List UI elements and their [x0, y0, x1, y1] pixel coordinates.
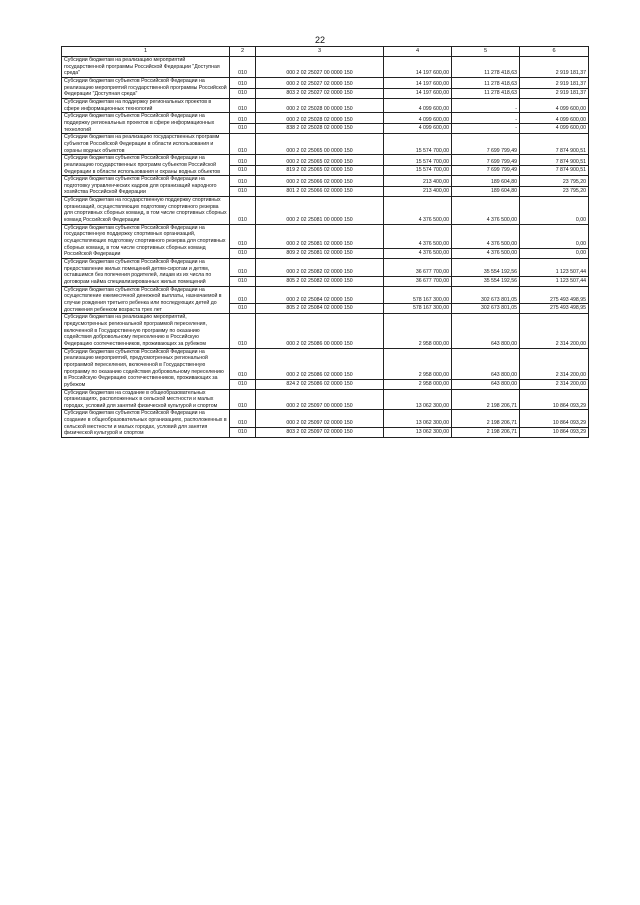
sub-plan-cell: 2 958 000,00	[384, 379, 452, 389]
plan-cell: 15 574 700,00	[384, 134, 452, 155]
sub-executed-cell: 302 673 801,05	[452, 304, 520, 314]
sub-remainder-cell: 4 099 600,00	[520, 124, 589, 134]
plan-cell: 4 099 600,00	[384, 113, 452, 124]
sub-code-cell: 010	[230, 187, 256, 197]
kbk-cell: 000 2 02 25081 00 0000 150	[256, 197, 384, 225]
plan-cell: 2 958 000,00	[384, 314, 452, 348]
income-name-cell: Субсидии бюджетам на поддержку региональных проектов в сфере информационных технологий	[62, 98, 230, 112]
table-header-row	[62, 47, 589, 57]
kbk-cell: 000 2 02 25065 00 0000 150	[256, 134, 384, 155]
income-name-cell: Субсидии бюджетам на создание в общеобразовательных организациях, расположенных в сельской местности и малых городах, условий для занятий физической культурой и спортом	[62, 389, 230, 410]
income-name-cell: Субсидии бюджетам субъектов Российской Федерации на подготовку управленческих кадров для организаций народного хозяйства Российской Федерации	[62, 176, 230, 197]
sub-kbk-cell: 803 2 02 25027 02 0000 150	[256, 88, 384, 98]
executed-cell: 302 673 801,05	[452, 286, 520, 304]
kbk-cell: 000 2 02 25065 02 0000 150	[256, 155, 384, 166]
code-cell: 010	[230, 389, 256, 410]
sub-code-cell: 010	[230, 249, 256, 259]
executed-cell: 7 699 799,49	[452, 134, 520, 155]
executed-cell: 189 604,80	[452, 176, 520, 187]
table-row	[62, 155, 589, 166]
header-col-3: 3	[256, 47, 384, 57]
executed-cell: 4 376 500,00	[452, 224, 520, 248]
table-row	[62, 410, 589, 428]
sub-code-cell: 010	[230, 276, 256, 286]
plan-cell: 14 197 600,00	[384, 57, 452, 78]
sub-plan-cell: 4 099 600,00	[384, 124, 452, 134]
income-name-cell: Субсидии бюджетам субъектов Российской Федерации на государственную поддержку спортивных организаций, осуществляющих подготовку спортивного резерва для спортивных сборных команд, в том числе спортивных сборных команд Российской Федерации	[62, 224, 230, 258]
sub-plan-cell: 14 197 600,00	[384, 88, 452, 98]
kbk-cell: 000 2 02 25027 02 0000 150	[256, 77, 384, 88]
income-name-cell: Субсидии бюджетам на реализацию мероприятий, предусмотренных региональной программой переселения, включенной в Государственную программу по оказанию содействия добровольному переселению в Российскую Федерацию соотечественников, проживающих за рубежом	[62, 314, 230, 348]
header-col-5: 5	[452, 47, 520, 57]
sub-remainder-cell: 23 795,20	[520, 187, 589, 197]
sub-plan-cell: 213 400,00	[384, 187, 452, 197]
remainder-cell: 23 795,20	[520, 176, 589, 187]
remainder-cell: 7 874 900,51	[520, 134, 589, 155]
table-row	[62, 286, 589, 304]
remainder-cell: 0,00	[520, 224, 589, 248]
remainder-cell: 10 864 093,29	[520, 389, 589, 410]
table-row	[62, 57, 589, 78]
sub-remainder-cell: 2 919 181,37	[520, 88, 589, 98]
plan-cell: 213 400,00	[384, 176, 452, 187]
executed-cell: 4 376 500,00	[452, 197, 520, 225]
sub-kbk-cell: 801 2 02 25066 02 0000 150	[256, 187, 384, 197]
kbk-cell: 000 2 02 25028 00 0000 150	[256, 98, 384, 112]
code-cell: 010	[230, 113, 256, 124]
plan-cell: 14 197 600,00	[384, 77, 452, 88]
executed-cell: 7 699 799,49	[452, 155, 520, 166]
kbk-cell: 000 2 02 25084 02 0000 150	[256, 286, 384, 304]
income-name-cell: Субсидии бюджетам на государственную поддержку спортивных организаций, осуществляющих подготовку спортивного резерва для спортивных сборных команд, в том числе спортивных сборных команд Российской Федерации	[62, 197, 230, 225]
executed-cell: 643 800,00	[452, 314, 520, 348]
plan-cell: 2 958 000,00	[384, 348, 452, 379]
sub-kbk-cell: 819 2 02 25065 02 0000 150	[256, 166, 384, 176]
table-row	[62, 197, 589, 225]
remainder-cell: 4 099 600,00	[520, 98, 589, 112]
sub-plan-cell: 36 677 700,00	[384, 276, 452, 286]
header-col-1: 1	[62, 47, 230, 57]
sub-kbk-cell: 803 2 02 25097 02 0000 150	[256, 428, 384, 438]
sub-remainder-cell: 10 864 093,29	[520, 428, 589, 438]
table-row	[62, 389, 589, 410]
plan-cell: 4 376 500,00	[384, 197, 452, 225]
code-cell: 010	[230, 57, 256, 78]
table-row	[62, 176, 589, 187]
sub-executed-cell: 2 198 206,71	[452, 428, 520, 438]
sub-kbk-cell: 838 2 02 25028 02 0000 150	[256, 124, 384, 134]
kbk-cell: 000 2 02 25082 02 0000 150	[256, 259, 384, 277]
table-row	[62, 314, 589, 348]
kbk-cell: 000 2 02 25027 00 0000 150	[256, 57, 384, 78]
remainder-cell: 275 493 498,95	[520, 286, 589, 304]
sub-executed-cell: 11 278 418,63	[452, 88, 520, 98]
executed-cell: 11 278 418,63	[452, 77, 520, 88]
code-cell: 010	[230, 410, 256, 428]
sub-plan-cell: 4 376 500,00	[384, 249, 452, 259]
page-number: 22	[314, 35, 325, 45]
sub-code-cell: 010	[230, 124, 256, 134]
income-name-cell: Субсидии бюджетам на реализацию государственных программ субъектов Российской Федерации в области использования и охраны водных объектов	[62, 134, 230, 155]
executed-cell: -	[452, 113, 520, 124]
sub-code-cell: 010	[230, 379, 256, 389]
plan-cell: 4 376 500,00	[384, 224, 452, 248]
sub-code-cell: 010	[230, 428, 256, 438]
budget-table	[61, 46, 589, 438]
sub-remainder-cell: 275 493 498,95	[520, 304, 589, 314]
executed-cell: -	[452, 98, 520, 112]
sub-plan-cell: 15 574 700,00	[384, 166, 452, 176]
header-col-6: 6	[520, 47, 589, 57]
sub-kbk-cell: 805 2 02 25084 02 0000 150	[256, 304, 384, 314]
sub-remainder-cell: 1 123 507,44	[520, 276, 589, 286]
kbk-cell: 000 2 02 25086 02 0000 150	[256, 348, 384, 379]
remainder-cell: 4 099 600,00	[520, 113, 589, 124]
sub-code-cell: 010	[230, 166, 256, 176]
remainder-cell: 0,00	[520, 197, 589, 225]
remainder-cell: 1 123 507,44	[520, 259, 589, 277]
income-name-cell: Субсидии бюджетам субъектов Российской Федерации на предоставление жилых помещений детям-сиротам и детям, оставшимся без попечения родителей, лицам из их числа по договорам найма специализированных жилых помещений	[62, 259, 230, 287]
executed-cell: 11 278 418,63	[452, 57, 520, 78]
sub-remainder-cell: 0,00	[520, 249, 589, 259]
plan-cell: 578 167 300,00	[384, 286, 452, 304]
sub-plan-cell: 578 167 300,00	[384, 304, 452, 314]
remainder-cell: 7 874 900,51	[520, 155, 589, 166]
sub-code-cell: 010	[230, 88, 256, 98]
plan-cell: 13 062 300,00	[384, 410, 452, 428]
income-name-cell: Субсидии бюджетам субъектов Российской Федерации на реализацию государственных программ субъектов Российской Федерации в области использования и охраны водных объектов	[62, 155, 230, 176]
header-col-4: 4	[384, 47, 452, 57]
sub-executed-cell: 4 376 500,00	[452, 249, 520, 259]
kbk-cell: 000 2 02 25081 02 0000 150	[256, 224, 384, 248]
income-name-cell: Субсидии бюджетам субъектов Российской Федерации на создание в общеобразовательных организациях, расположенных в сельской местности и малых городах, условий для занятия физической культурой и спортом	[62, 410, 230, 438]
income-name-cell: Субсидии бюджетам субъектов Российской Федерации на реализацию мероприятий государственной программы Российской Федерации "Доступная среда"	[62, 77, 230, 98]
code-cell: 010	[230, 197, 256, 225]
table-row	[62, 259, 589, 277]
code-cell: 010	[230, 98, 256, 112]
table-row	[62, 77, 589, 88]
sub-kbk-cell: 809 2 02 25081 02 0000 150	[256, 249, 384, 259]
executed-cell: 643 800,00	[452, 348, 520, 379]
sub-kbk-cell: 805 2 02 25082 02 0000 150	[256, 276, 384, 286]
remainder-cell: 2 314 200,00	[520, 314, 589, 348]
table-row	[62, 113, 589, 124]
sub-plan-cell: 13 062 300,00	[384, 428, 452, 438]
kbk-cell: 000 2 02 25066 02 0000 150	[256, 176, 384, 187]
sub-remainder-cell: 2 314 200,00	[520, 379, 589, 389]
code-cell: 010	[230, 348, 256, 379]
code-cell: 010	[230, 224, 256, 248]
code-cell: 010	[230, 155, 256, 166]
code-cell: 010	[230, 259, 256, 277]
income-name-cell: Субсидии бюджетам субъектов Российской Федерации на поддержку региональных проектов в сфере информационных технологий	[62, 113, 230, 134]
sub-executed-cell: 643 800,00	[452, 379, 520, 389]
table-row	[62, 224, 589, 248]
plan-cell: 15 574 700,00	[384, 155, 452, 166]
code-cell: 010	[230, 134, 256, 155]
table-row	[62, 348, 589, 379]
sub-executed-cell: -	[452, 124, 520, 134]
income-name-cell: Субсидии бюджетам субъектов Российской Федерации на осуществление ежемесячной денежной выплаты, назначаемой в случае рождения третьего ребенка или последующих детей до достижения ребенком возраста трех лет	[62, 286, 230, 314]
sub-remainder-cell: 7 874 900,51	[520, 166, 589, 176]
sub-executed-cell: 189 604,80	[452, 187, 520, 197]
kbk-cell: 000 2 02 25086 00 0000 150	[256, 314, 384, 348]
executed-cell: 35 554 192,56	[452, 259, 520, 277]
remainder-cell: 2 919 181,37	[520, 77, 589, 88]
table-row	[62, 98, 589, 112]
kbk-cell: 000 2 02 25028 02 0000 150	[256, 113, 384, 124]
code-cell: 010	[230, 176, 256, 187]
kbk-cell: 000 2 02 25097 00 0000 150	[256, 389, 384, 410]
code-cell: 010	[230, 286, 256, 304]
sub-executed-cell: 35 554 192,56	[452, 276, 520, 286]
kbk-cell: 000 2 02 25097 02 0000 150	[256, 410, 384, 428]
sub-executed-cell: 7 699 799,49	[452, 166, 520, 176]
sub-code-cell: 010	[230, 304, 256, 314]
table-row	[62, 134, 589, 155]
remainder-cell: 2 919 181,37	[520, 57, 589, 78]
plan-cell: 13 062 300,00	[384, 389, 452, 410]
income-name-cell: Субсидии бюджетам на реализацию мероприятий государственной программы Российской Федерации "Доступная среда"	[62, 57, 230, 78]
income-name-cell: Субсидии бюджетам субъектов Российской Федерации на реализацию мероприятий, предусмотренных региональной программой переселения, включенной в Государственную программу по оказанию содействия добровольному переселению в Российскую Федерацию соотечественников, проживающих за рубежом	[62, 348, 230, 389]
code-cell: 010	[230, 77, 256, 88]
plan-cell: 4 099 600,00	[384, 98, 452, 112]
plan-cell: 36 677 700,00	[384, 259, 452, 277]
header-col-2: 2	[230, 47, 256, 57]
executed-cell: 2 198 206,71	[452, 410, 520, 428]
executed-cell: 2 198 206,71	[452, 389, 520, 410]
remainder-cell: 10 864 093,29	[520, 410, 589, 428]
sub-kbk-cell: 824 2 02 25086 02 0000 150	[256, 379, 384, 389]
remainder-cell: 2 314 200,00	[520, 348, 589, 379]
code-cell: 010	[230, 314, 256, 348]
